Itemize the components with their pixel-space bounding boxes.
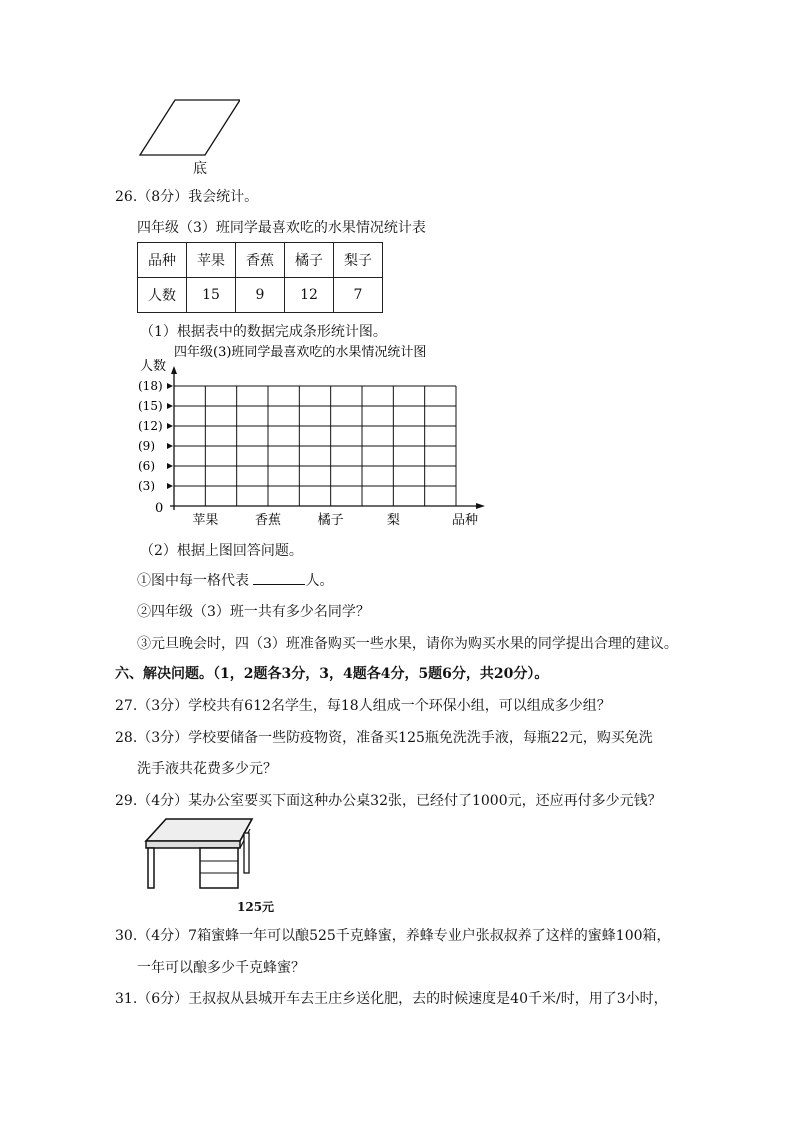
y-tick-mark — [167, 403, 173, 409]
section6-heading: 六、解决问题。（1，2题各3分，3，4题各4分，5题6分，共20分）。 — [115, 666, 549, 682]
table-fruit-cell: 橘子 — [285, 243, 334, 278]
answer-blank[interactable] — [253, 570, 305, 585]
x-axis-arrow — [476, 503, 485, 509]
chart-categories — [192, 512, 400, 528]
x-category-label: 橘子 — [317, 513, 344, 528]
bar-chart — [130, 340, 500, 535]
desk-price-label: 125元 — [237, 900, 275, 914]
table-fruit-cell: 香蕉 — [236, 243, 285, 278]
table-row — [138, 243, 383, 278]
sub1-prefix: ①图中每一格代表 — [137, 573, 249, 589]
table-count-cell: 7 — [334, 278, 383, 313]
q26-part2: （2）根据上图回答问题。 — [140, 543, 303, 559]
table-fruit-cell: 苹果 — [187, 243, 236, 278]
chart-y-ticks — [138, 379, 173, 493]
chart-title: 四年级(3)班同学最喜欢吃的水果情况统计图 — [174, 345, 427, 360]
q27-text: 27.（3分）学校共有612名学生，每18人组成一个环保小组，可以组成多少组？ — [115, 698, 611, 714]
fruit-stat-table — [137, 242, 383, 313]
parallelogram-figure — [130, 95, 240, 165]
y-tick-mark — [167, 443, 173, 449]
y-tick-mark — [167, 383, 173, 389]
x-category-label: 香蕉 — [254, 513, 282, 528]
q26-sub3: ③元旦晚会时，四（3）班准备购买一些水果，请你为购买水果的同学提出合理的建议。 — [137, 636, 678, 652]
table-count-cell: 9 — [236, 278, 285, 313]
y-tick-mark — [167, 483, 173, 489]
table-header-cell: 品种 — [138, 243, 187, 278]
q28-line1: 28.（3分）学校要储备一些防疫物资，准备买125瓶免洗洗手液，每瓶22元，购买免洗 — [115, 730, 653, 746]
x-category-label: 苹果 — [192, 513, 219, 528]
y-tick-label: (3) — [138, 479, 155, 493]
q26-heading: 26.（8分）我会统计。 — [115, 189, 259, 205]
table-count-cell: 15 — [187, 278, 236, 313]
chart-ylabel: 人数 — [140, 359, 167, 374]
y-tick-label: (9) — [138, 439, 155, 453]
table-title: 四年级（3）班同学最喜欢吃的水果情况统计表 — [137, 220, 426, 236]
q28-line2: 洗手液共花费多少元？ — [137, 761, 277, 777]
y-tick-mark — [167, 463, 173, 469]
table-fruit-cell: 梨子 — [334, 243, 383, 278]
chart-xlabel: 品种 — [452, 513, 479, 528]
x-category-label: 梨 — [386, 513, 400, 528]
parallelogram-base-label: 底 — [193, 161, 207, 177]
table-count-cell: 12 — [285, 278, 334, 313]
q26-part1: （1）根据表中的数据完成条形统计图。 — [140, 324, 387, 340]
chart-grid — [170, 366, 485, 510]
q30-line1: 30.（4分）7箱蜜蜂一年可以酿525千克蜂蜜，养蜂专业户张叔叔养了这样的蜜蜂100箱， — [115, 928, 671, 944]
desk-illustration — [140, 815, 260, 895]
y-tick-label: (12) — [138, 419, 163, 433]
q30-line2: 一年可以酿多少千克蜂蜜？ — [137, 960, 305, 976]
chart-origin-label: 0 — [155, 501, 164, 516]
y-tick-label: (15) — [138, 399, 163, 413]
table-header-cell: 人数 — [138, 278, 187, 313]
y-axis-arrow — [171, 366, 177, 374]
q26-sub2: ②四年级（3）班一共有多少名同学？ — [137, 604, 370, 620]
q31-line1: 31.（6分）王叔叔从县城开车去王庄乡送化肥，去的时候速度是40千米/时，用了3小时， — [115, 991, 668, 1007]
q26-sub1 — [137, 570, 333, 590]
sub1-suffix: 人。 — [305, 573, 334, 589]
y-tick-mark — [167, 423, 173, 429]
y-tick-label: (6) — [138, 459, 155, 473]
table-row — [138, 278, 383, 313]
q29-text: 29.（4分）某办公室要买下面这种办公桌32张，已经付了1000元，还应再付多少元钱？ — [115, 793, 662, 809]
y-tick-label: (18) — [138, 379, 163, 393]
